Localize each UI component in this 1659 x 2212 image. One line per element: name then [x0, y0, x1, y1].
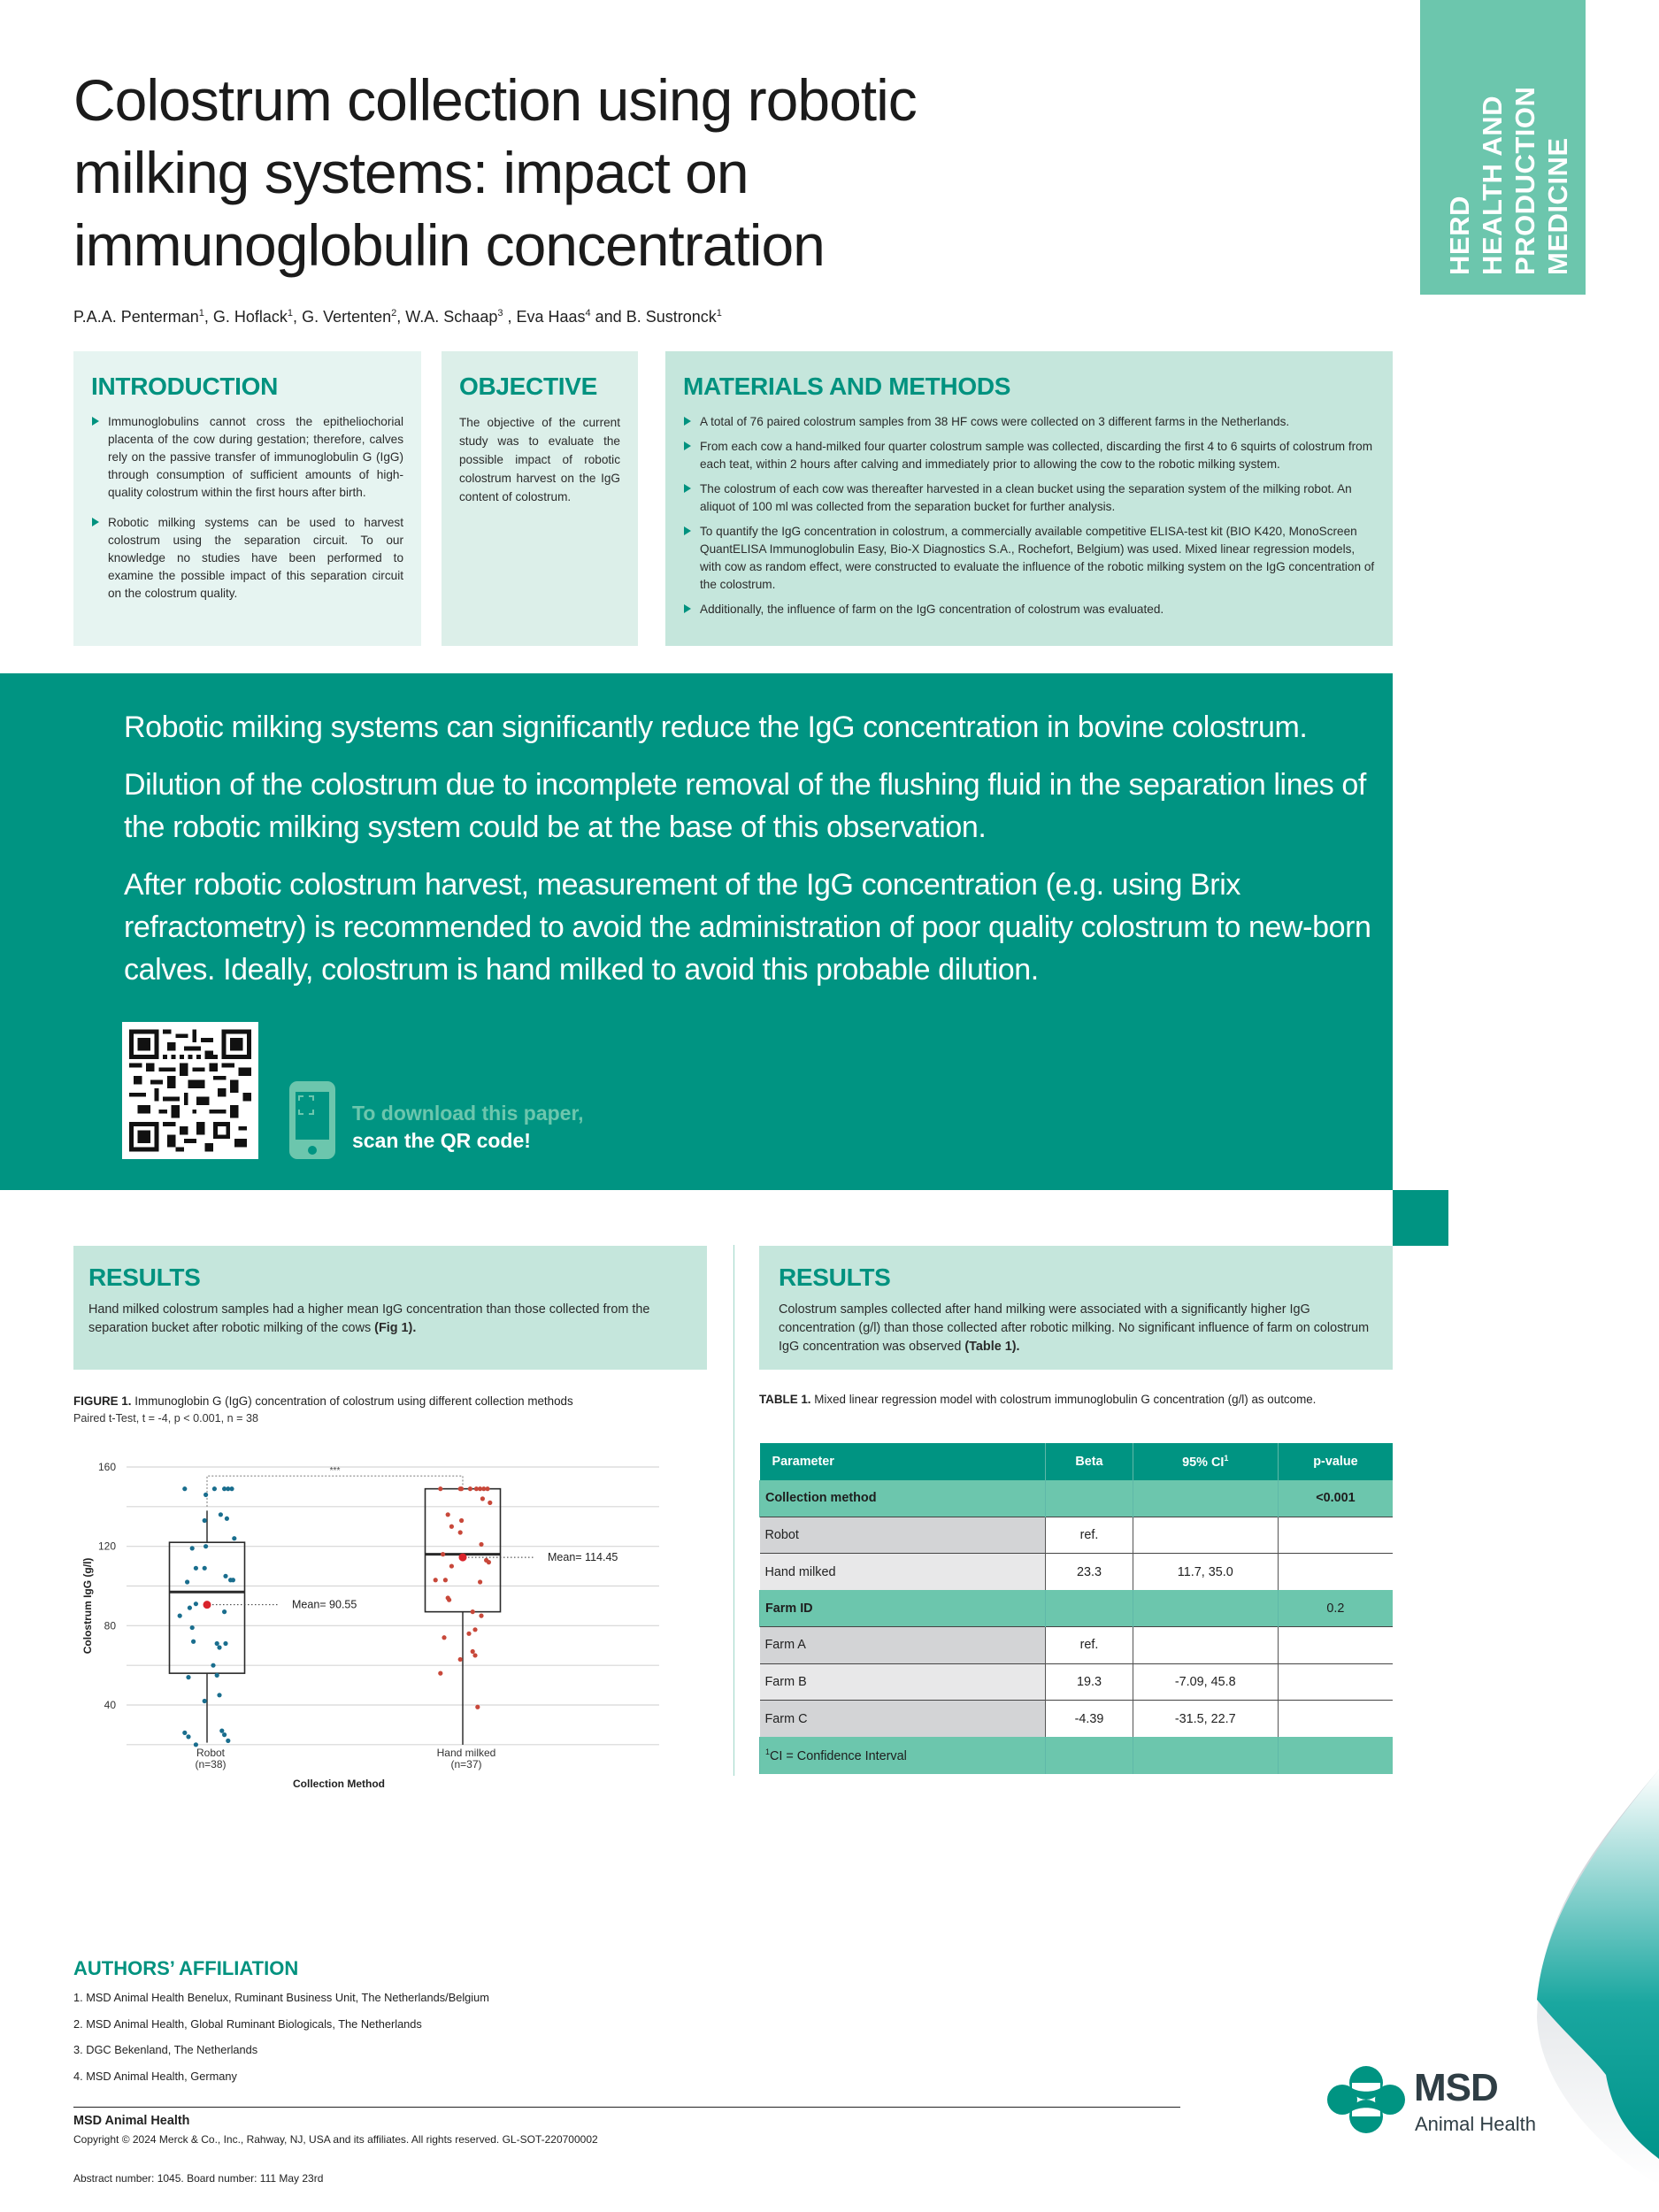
- data-point: [468, 1486, 472, 1491]
- tag-line: HEALTH AND: [1477, 95, 1508, 275]
- triangle-bullet-icon: [92, 518, 99, 526]
- column-header-text: 95% CI: [1182, 1455, 1225, 1470]
- table-cell: [1133, 1517, 1278, 1554]
- table-cell: 11.7, 35.0: [1133, 1554, 1278, 1591]
- author-list: P.A.A. Penterman$^1$, G. Hoflack$^1$, G. Vertenten$^2$, W.A. Schaap$^3$ , Eva Haas$^4$ and B. Sustronck$^1$: [73, 308, 722, 326]
- data-point: [226, 1739, 230, 1743]
- boxplot-chart: [73, 1451, 675, 1805]
- table-cell: 0.2: [1278, 1590, 1393, 1627]
- data-point: [217, 1693, 221, 1697]
- logo-text: MSD: [1414, 2066, 1498, 2109]
- bullet-text: The colostrum of each cow was thereafter harvested in a clean bucket using the separation system of the milking robot. An aliquot of 100 ml was collected from the separation bucket for further analysis.: [700, 482, 1352, 513]
- introduction-section: [73, 351, 421, 646]
- data-point: [441, 1552, 445, 1556]
- data-point: [471, 1649, 475, 1654]
- figure-caption-text: Immunoglobin G (IgG) concentration of colostrum using different collection methods: [134, 1394, 573, 1408]
- data-point: [466, 1632, 471, 1636]
- x-tick-label: Robot: [196, 1747, 226, 1759]
- data-point: [472, 1653, 477, 1657]
- results-right-section: [759, 1246, 1393, 1370]
- data-point: [458, 1486, 463, 1491]
- data-point: [479, 1542, 483, 1547]
- data-point: [438, 1486, 442, 1491]
- data-point: [459, 1518, 464, 1523]
- list-item: [683, 413, 1375, 431]
- list-item: [683, 438, 1375, 473]
- data-point: [225, 1517, 229, 1521]
- figure-caption: [73, 1393, 573, 1410]
- data-point: [203, 1566, 207, 1571]
- table-cell: ref.: [1046, 1627, 1133, 1664]
- tag-line: HERD: [1444, 196, 1475, 275]
- table-cell: Farm C: [760, 1701, 1046, 1738]
- affiliation-list: [73, 1991, 489, 2095]
- table-cell: Farm A: [760, 1627, 1046, 1664]
- author: G. Vertenten: [302, 308, 392, 326]
- data-point: [212, 1486, 217, 1491]
- significance-label: ***: [329, 1466, 341, 1477]
- affiliation-heading: AUTHORS’ AFFILIATION: [73, 1957, 299, 1979]
- data-point: [186, 1734, 190, 1739]
- list-item: [683, 523, 1375, 594]
- column-header: [1133, 1443, 1278, 1480]
- author: Eva Haas: [516, 308, 586, 326]
- results-text: [779, 1301, 1373, 1356]
- column-header: Parameter: [760, 1443, 1046, 1480]
- data-point: [217, 1645, 221, 1649]
- table-row: [760, 1663, 1394, 1701]
- table-cell: -7.09, 45.8: [1133, 1663, 1278, 1701]
- footnote-marker: 1: [765, 1747, 771, 1756]
- table-row: [760, 1517, 1394, 1554]
- title-line-3: immunoglobulin concentration: [73, 212, 825, 278]
- table-cell: Collection method: [760, 1480, 1046, 1517]
- figure-label: FIGURE 1.: [73, 1394, 132, 1408]
- download-prompt: [352, 1100, 584, 1155]
- msd-logo: [1327, 2064, 1566, 2153]
- table-cell: [1133, 1590, 1278, 1627]
- decorative-square: [1393, 1190, 1448, 1246]
- table-footnote-row: [760, 1737, 1394, 1774]
- column-header: p-value: [1278, 1443, 1393, 1480]
- author-aff: 4: [585, 308, 591, 319]
- tag-line: MEDICINE: [1542, 137, 1573, 275]
- data-point: [203, 1518, 207, 1523]
- table-cell: [1133, 1737, 1278, 1774]
- data-point: [231, 1578, 235, 1582]
- figure-subcaption: Paired t-Test, t = -4, p < 0.001, n = 38: [73, 1412, 258, 1425]
- data-point: [188, 1606, 192, 1610]
- table-cell: [1278, 1663, 1393, 1701]
- table-cell: -31.5, 22.7: [1133, 1701, 1278, 1738]
- table-row: [760, 1554, 1394, 1591]
- table-caption: [759, 1393, 1316, 1406]
- x-tick-label: Hand milked: [436, 1747, 496, 1759]
- conclusion-paragraph: After robotic colostrum harvest, measurement of the IgG concentration (e.g. using Brix refractometry) is recommended to avoid the administration of poor quality colostrum to new-born calves. Ideally, colostrum is hand milked to avoid this probable dilution.: [124, 868, 1371, 987]
- materials-methods-section: [665, 351, 1393, 646]
- list-item: 1. MSD Animal Health Benelux, Ruminant Business Unit, The Netherlands/Belgium: [73, 1991, 489, 2004]
- objective-heading: OBJECTIVE: [459, 373, 598, 400]
- table-cell: Robot: [760, 1517, 1046, 1554]
- y-tick-label: 160: [97, 1461, 116, 1473]
- x-tick-label: (n=37): [450, 1758, 482, 1770]
- author: W.A. Schaap: [405, 308, 498, 326]
- table-cell: <0.001: [1278, 1480, 1393, 1517]
- table-cell: 23.3: [1046, 1554, 1133, 1591]
- data-point: [223, 1641, 227, 1646]
- data-point: [446, 1512, 450, 1517]
- data-point: [219, 1512, 223, 1517]
- y-tick-label: 120: [97, 1540, 116, 1553]
- data-point: [182, 1486, 187, 1491]
- results-text-body: Colostrum samples collected after hand milking were associated with a significantly higher IgG concentration (g/l) than those collected after robotic milking. No significant influence of farm on colostrum IgG concentration was observed: [779, 1302, 1370, 1354]
- data-point: [475, 1705, 480, 1709]
- data-point: [458, 1657, 463, 1662]
- table-header-row: [760, 1443, 1394, 1480]
- table-footnote: [760, 1737, 1046, 1774]
- table-cell: [1278, 1737, 1393, 1774]
- triangle-bullet-icon: [684, 484, 691, 493]
- table-cell: -4.39: [1046, 1701, 1133, 1738]
- table-caption-text: Mixed linear regression model with colostrum immunoglobulin G concentration (g/l) as outcome.: [814, 1393, 1317, 1406]
- y-tick-label: 80: [104, 1619, 116, 1632]
- data-point: [474, 1486, 479, 1491]
- tag-line: PRODUCTION: [1509, 86, 1540, 275]
- table-cell: [1046, 1480, 1133, 1517]
- data-point: [449, 1563, 454, 1568]
- table-cell: Hand milked: [760, 1554, 1046, 1591]
- table-cell: [1046, 1590, 1133, 1627]
- mean-marker: [459, 1554, 467, 1562]
- footnote-marker: 1: [1224, 1453, 1229, 1463]
- qr-code-icon: [129, 1029, 251, 1152]
- table-label: TABLE 1.: [759, 1393, 811, 1406]
- scan-frame-icon: [298, 1095, 314, 1115]
- data-point: [191, 1640, 196, 1644]
- footnote-text: CI = Confidence Interval: [770, 1748, 907, 1763]
- table-cell: ref.: [1046, 1517, 1133, 1554]
- author-aff: 1: [198, 308, 204, 319]
- author: G. Hoflack: [212, 308, 288, 326]
- footer-brand: MSD Animal Health: [73, 2114, 190, 2128]
- phone-scan-icon: [289, 1081, 335, 1159]
- qr-code[interactable]: [122, 1022, 258, 1159]
- objective-text: The objective of the current study was to evaluate the possible impact of robotic colostrum harvest on the IgG content of colostrum.: [459, 416, 620, 503]
- table-cell: [1046, 1737, 1133, 1774]
- table-row: [760, 1627, 1394, 1664]
- table-cell: [1133, 1627, 1278, 1664]
- table-row: [760, 1701, 1394, 1738]
- data-point: [442, 1635, 446, 1640]
- table-cell: [1278, 1627, 1393, 1664]
- bullet-text: Additionally, the influence of farm on the IgG concentration of colostrum was evaluated.: [700, 603, 1164, 616]
- x-tick-label: (n=38): [195, 1758, 227, 1770]
- data-point: [222, 1609, 227, 1614]
- data-point: [488, 1501, 492, 1505]
- footer-abstract-info: Abstract number: 1045. Board number: 111 May 23rd: [73, 2172, 324, 2185]
- data-point: [186, 1675, 190, 1679]
- data-point: [449, 1525, 454, 1529]
- y-axis-label: Colostrum IgG (g/l): [81, 1557, 94, 1655]
- y-tick-label: 40: [104, 1699, 116, 1711]
- category-tag-text: [1443, 19, 1574, 275]
- triangle-bullet-icon: [684, 417, 691, 426]
- data-point: [215, 1641, 219, 1646]
- data-point: [485, 1486, 489, 1491]
- regression-table: [759, 1443, 1393, 1774]
- conclusion-paragraph: Robotic milking systems can significantly reduce the IgG concentration in bovine colostrum.: [124, 710, 1308, 744]
- data-point: [232, 1536, 236, 1540]
- materials-methods-heading: MATERIALS AND METHODS: [683, 373, 1011, 400]
- x-axis-label: Collection Method: [293, 1778, 385, 1790]
- significance-bracket: [207, 1476, 463, 1507]
- author: P.A.A. Penterman: [73, 308, 199, 326]
- results-left-section: [73, 1246, 707, 1370]
- conclusion-banner: [0, 673, 1393, 1190]
- boxplot-svg: [73, 1451, 675, 1805]
- logo-subtitle: Animal Health: [1415, 2113, 1536, 2135]
- data-point: [458, 1530, 463, 1534]
- data-point: [434, 1578, 438, 1582]
- data-point: [211, 1663, 215, 1668]
- download-line-2: scan the QR code!: [352, 1129, 531, 1152]
- data-point: [479, 1614, 483, 1618]
- data-point: [229, 1486, 234, 1491]
- box: [426, 1489, 501, 1612]
- list-item: [91, 413, 403, 502]
- table-row-group: [760, 1480, 1394, 1517]
- data-point: [203, 1699, 207, 1703]
- table-cell: [1278, 1517, 1393, 1554]
- triangle-bullet-icon: [92, 417, 99, 426]
- list-item: [683, 480, 1375, 516]
- title-line-2: milking systems: impact on: [73, 140, 749, 205]
- list-item: [91, 514, 403, 603]
- data-point: [443, 1578, 448, 1582]
- author-aff: 1: [716, 308, 722, 319]
- table-cell: 19.3: [1046, 1663, 1133, 1701]
- table-cell: [1133, 1480, 1278, 1517]
- bullet-text: Immunoglobulins cannot cross the epitheliochorial placenta of the cow during gestation; therefore, calves rely on the passive transfer of immunoglobulin G (IgG) through consumption of sufficient amounts of high-quality colostrum within the first hours after birth.: [108, 415, 403, 499]
- category-tag: [1420, 0, 1586, 295]
- mean-label: Mean= 90.55: [292, 1598, 357, 1611]
- table-cell: [1278, 1701, 1393, 1738]
- data-point: [219, 1729, 224, 1733]
- data-point: [190, 1546, 195, 1550]
- data-point: [478, 1579, 482, 1584]
- conclusion-paragraph: Dilution of the colostrum due to incomplete removal of the flushing fluid in the separation lines of the robotic milking system could be at the base of this observation.: [124, 768, 1366, 844]
- results-text: [88, 1301, 692, 1338]
- data-point: [185, 1579, 189, 1584]
- title-line-1: Colostrum collection using robotic: [73, 67, 917, 133]
- data-point: [480, 1496, 485, 1501]
- author: B. Sustronck: [626, 308, 717, 326]
- poster-title: [73, 64, 1047, 281]
- column-header: Beta: [1046, 1443, 1133, 1480]
- triangle-bullet-icon: [684, 526, 691, 535]
- data-point: [223, 1574, 227, 1578]
- column-divider: [733, 1245, 734, 1776]
- data-point: [447, 1598, 451, 1602]
- data-point: [194, 1566, 198, 1571]
- data-point: [178, 1614, 182, 1618]
- list-item: [683, 601, 1375, 618]
- data-point: [438, 1671, 442, 1676]
- data-point: [471, 1609, 475, 1614]
- introduction-heading: INTRODUCTION: [91, 373, 279, 400]
- author-aff: 3: [497, 308, 503, 319]
- data-point: [204, 1493, 208, 1497]
- triangle-bullet-icon: [684, 442, 691, 450]
- msd-logo-mark-icon: [1327, 2064, 1405, 2135]
- results-heading: RESULTS: [88, 1263, 201, 1291]
- bullet-text: A total of 76 paired colostrum samples from 38 HF cows were collected on 3 different farms in the Netherlands.: [700, 415, 1290, 428]
- data-point: [182, 1731, 187, 1735]
- mean-label: Mean= 114.45: [548, 1551, 618, 1564]
- table-cell: [1278, 1554, 1393, 1591]
- objective-section: [442, 351, 638, 646]
- figure-reference: (Fig 1).: [374, 1321, 417, 1335]
- table-cell: Farm ID: [760, 1590, 1046, 1627]
- data-point: [204, 1544, 208, 1548]
- results-heading: RESULTS: [779, 1263, 891, 1291]
- download-line-1: To download this paper,: [352, 1102, 584, 1125]
- data-point: [472, 1627, 477, 1632]
- data-point: [194, 1601, 198, 1606]
- list-item: 2. MSD Animal Health, Global Ruminant Biologicals, The Netherlands: [73, 2016, 422, 2031]
- bullet-text: From each cow a hand-milked four quarter colostrum sample was collected, discarding the first 4 to 6 squirts of colostrum from each teat, within 2 hours after calving and immediately prior to allowing the cow to the robotic milking system.: [700, 440, 1373, 471]
- data-point: [222, 1732, 227, 1737]
- list-item: 3. DGC Bekenland, The Netherlands: [73, 2043, 258, 2056]
- mean-marker: [204, 1601, 211, 1609]
- list-item: 4. MSD Animal Health, Germany: [73, 2069, 237, 2083]
- table-row-group: [760, 1590, 1394, 1627]
- data-point: [190, 1625, 195, 1630]
- bullet-text: To quantify the IgG concentration in colostrum, a commercially available competitive ELISA-test kit (BIO K420, MonoScreen QuantELISA Immunoglobulin Easy, Bio-X Diagnostics S.A., Rochefort, Belgium) was used. Mixed linear regression models, with cow as random effect, were constructed to evaluate the influence of the robotic milking system on the IgG concentration of the colostrum.: [700, 525, 1375, 591]
- results-text-body: Hand milked colostrum samples had a higher mean IgG concentration than those collected from the separation bucket after robotic milking of the cows: [88, 1302, 650, 1335]
- author-aff: 1: [287, 308, 294, 319]
- data-point: [487, 1560, 491, 1564]
- data-point: [215, 1673, 219, 1678]
- author-aff: 2: [391, 308, 397, 319]
- table-reference: (Table 1).: [964, 1340, 1020, 1354]
- table-cell: Farm B: [760, 1663, 1046, 1701]
- footer-divider: [73, 2107, 1180, 2108]
- footer-copyright: Copyright © 2024 Merck & Co., Inc., Rahway, NJ, USA and its affiliates. All rights reserved. GL-SOT-220700002: [73, 2133, 598, 2146]
- bullet-text: Robotic milking systems can be used to harvest colostrum using the separation circuit. To our knowledge no studies have been performed to examine the possible impact of this separation circuit on the colostrum quality.: [108, 516, 403, 600]
- triangle-bullet-icon: [684, 604, 691, 613]
